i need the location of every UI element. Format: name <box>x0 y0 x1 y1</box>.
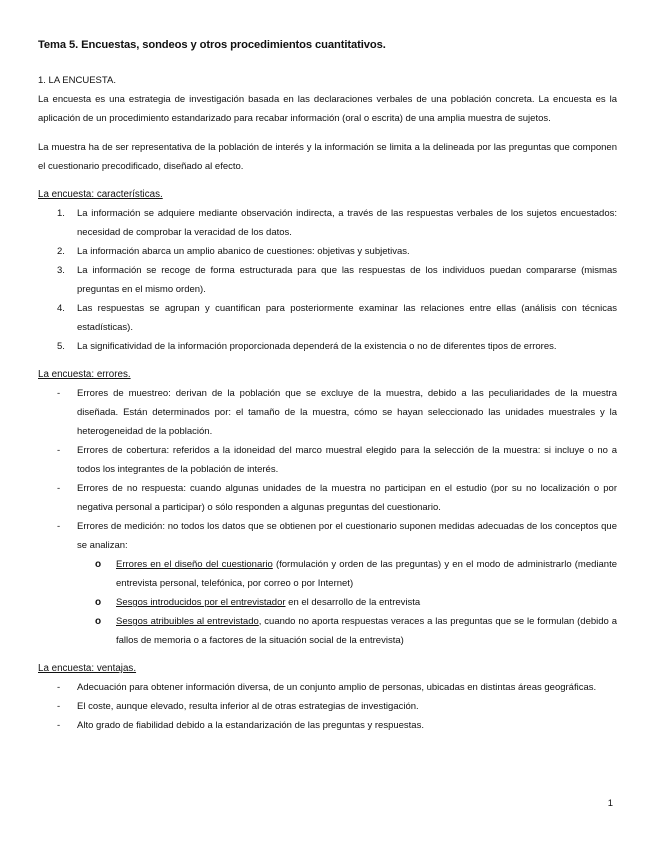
item-text: La información se recoge de forma estructurada para que las respuestas de los individuos puedan compararse (mismas preguntas en el mismo orden). <box>77 265 617 295</box>
item-text: Errores de cobertura: referidos a la idoneidad del marco muestral elegido para la selección de la muestra: si incluye o no a todos los integrantes de la población de interés. <box>77 445 617 475</box>
list-item <box>38 242 617 261</box>
list-item <box>38 697 617 716</box>
list-item <box>38 479 617 517</box>
ventajas-list <box>38 678 617 735</box>
errores-list <box>38 384 617 650</box>
intro-paragraph-2: La muestra ha de ser representativa de la población de interés y la información se limita a la delineada por las preguntas que componen el cuestionario precodificado, diseñado al efecto. <box>38 142 617 172</box>
page-title: Tema 5. Encuestas, sondeos y otros procedimientos cuantitativos. <box>38 39 386 51</box>
circle-bullet: o <box>95 616 102 627</box>
list-item <box>38 716 617 735</box>
dash-bullet: - <box>57 388 61 399</box>
circle-bullet: o <box>95 597 102 608</box>
sub-item-text: , cuando no aporta respuestas veraces a las preguntas que se le formulan (debido a fallos de memoria o a factores de la situación social de la entrevista) <box>116 616 617 646</box>
dash-bullet: - <box>57 521 61 532</box>
dash-bullet: - <box>57 445 61 456</box>
dash-bullet: - <box>57 720 61 731</box>
item-number: 3. <box>57 265 65 276</box>
item-text: La información se adquiere mediante observación indirecta, a través de las respuestas verbales de los sujetos encuestados: necesidad de comprobar la veracidad de los datos. <box>77 208 617 238</box>
section-heading-la-encuesta: 1. LA ENCUESTA. <box>38 75 116 86</box>
sub-list-item <box>77 555 617 593</box>
heading-caracteristicas: La encuesta: características. <box>38 189 163 200</box>
item-text: Errores de no respuesta: cuando algunas unidades de la muestra no participan en el estudio (por su no localización o por negativa personal a participar) o sólo responden a algunas preguntas del cuestionario. <box>77 483 617 513</box>
list-item <box>38 204 617 242</box>
intro-paragraph-1: La encuesta es una estrategia de investigación basada en las declaraciones verbales de una población concreta. La encuesta es la aplicación de un procedimiento estandarizado para recabar información (oral o escrita) de una amplia muestra de sujetos. <box>38 94 617 124</box>
item-number: 1. <box>57 208 65 219</box>
underlined-term: Sesgos atribuibles al entrevistado <box>116 616 259 627</box>
caracteristicas-list <box>38 204 617 356</box>
item-text: La información abarca un amplio abanico de cuestiones: objetivas y subjetivas. <box>77 246 410 257</box>
list-item <box>38 517 617 650</box>
item-text: Alto grado de fiabilidad debido a la estandarización de las preguntas y respuestas. <box>77 720 424 731</box>
list-item <box>38 678 617 697</box>
sub-list-item <box>77 612 617 650</box>
list-item <box>38 337 617 356</box>
item-text: Las respuestas se agrupan y cuantifican para posteriormente examinar las relaciones entre ellas (análisis con técnicas estadísticas). <box>77 303 617 333</box>
sub-list-item <box>77 593 617 612</box>
item-number: 2. <box>57 246 65 257</box>
errores-medicion-sublist <box>77 555 617 650</box>
item-text: Errores de medición: no todos los datos que se obtienen por el cuestionario suponen medidas adecuadas de los conceptos que se analizan: <box>77 521 617 551</box>
list-item <box>38 299 617 337</box>
circle-bullet: o <box>95 559 102 570</box>
item-text: Adecuación para obtener información diversa, de un conjunto amplio de personas, ubicadas en distintas áreas geográficas. <box>77 682 597 693</box>
underlined-term: Errores en el diseño del cuestionario <box>116 559 273 570</box>
heading-ventajas: La encuesta: ventajas. <box>38 663 137 674</box>
spacer <box>38 128 617 138</box>
item-number: 4. <box>57 303 65 314</box>
item-text: Errores de muestreo: derivan de la población que se excluye de la muestra, debido a las peculiaridades de la muestra diseñada. Están determinados por: el tamaño de la muestra, cómo se hayan seleccionado las unidades muestrales y la heterogeneidad de la población. <box>77 388 617 437</box>
dash-bullet: - <box>57 682 61 693</box>
list-item <box>38 261 617 299</box>
sub-item-text: (formulación y orden de las preguntas) y en el modo de administrarlo (mediante entrevista personal, telefónica, por correo o por Internet) <box>116 559 618 589</box>
dash-bullet: - <box>57 483 61 494</box>
heading-errores: La encuesta: errores. <box>38 369 131 380</box>
item-number: 5. <box>57 341 65 352</box>
underlined-term: Sesgos introducidos por el entrevistador <box>116 597 286 608</box>
sub-item-text: en el desarrollo de la entrevista <box>285 597 421 608</box>
item-text: El coste, aunque elevado, resulta inferior al de otras estrategias de investigación. <box>77 701 419 712</box>
page-number: 1 <box>607 798 613 809</box>
item-text: La significatividad de la información proporcionada dependerá de la existencia o no de diferentes tipos de errores. <box>77 341 557 352</box>
list-item <box>38 441 617 479</box>
list-item <box>38 384 617 441</box>
dash-bullet: - <box>57 701 61 712</box>
